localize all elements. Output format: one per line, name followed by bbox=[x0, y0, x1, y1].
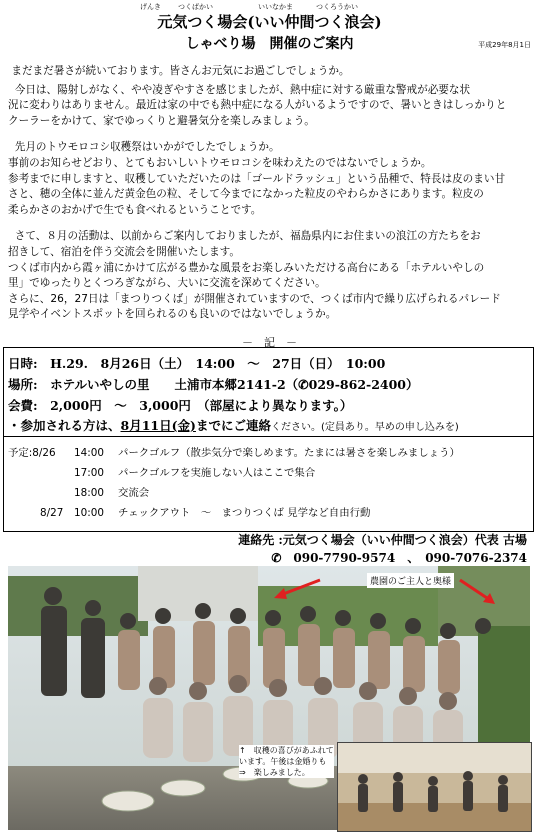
photo-caption-harvest: ↑ 収穫の喜びがあふれています。午後は金婚りも ⇒ 楽しみました。 bbox=[239, 746, 335, 777]
paragraph-august: さて、８月の活動は、以前からご案内しておりましたが、福島県内にお住まいの浪江の方たちをお 招きして、宿泊を伴う交流会を開催いたします。 つくば市内から霞ヶ浦にかけて広がる豊かな風景をお楽しみいただける高台にある「ホテルいやしの 里」でゆったりとくつろぎながら、大いに交流を深めてください。 さらに、26，27日は「まつりつくば」が開催されていますので、つくば市内で繰り広げられるパレード 見学やイベントスポットを回られるのも良いのではないでしょうか。 bbox=[8, 230, 501, 321]
schedule-row: 17:00 パークゴルフを実施しない人はここで集合 bbox=[74, 467, 316, 479]
ruby-tsukuroukai: つくろうかい bbox=[316, 3, 358, 11]
letter-body bbox=[8, 64, 533, 326]
paragraph-corn: 先月のトウモロコシ収穫祭はいかがでしたでしょうか。 事前のお知らせどおり、とてもおいしいトウモロコシを味わえたのではないでしょうか。 参考までに申しますと、収穫していただいたのは「ゴールドラッシュ」という品種で、特長は皮のまい甘 さと、穂の全体に並んだ黄金色の粒、そして今までになかった粒皮のやわらかさにあります。粒皮の 柔らかさのおかげで生でも食べれるということです。 bbox=[8, 141, 506, 216]
contact-line: 連絡先 :元気つく場会（いい仲間つく浪会）代表 古場 bbox=[238, 533, 527, 547]
deadline-date: 8月11日(金) bbox=[120, 418, 196, 433]
divider bbox=[4, 436, 533, 437]
paragraph-heat: 今日は、陽射しがなく、やや凌ぎやすさを感じましたが、熱中症に対する厳重な警戒が必要な状 況に変わりはありません。最近は家の中でも熱中症になる人がいるようですので、暑いときはしっかりと クーラーをかけて、家でゆっくりと避暑気分を楽しみましょう。 bbox=[8, 83, 507, 127]
event-fee: 会費: 2,000円 ～ 3,000円 （部屋により異なります。） bbox=[8, 398, 353, 413]
paragraph-greeting: まだまだ暑さが続いております。皆さんお元気にお過ごしでしょうか。 bbox=[11, 65, 350, 77]
page-title: 元気つく場会(いい仲間つく浪会) bbox=[157, 13, 382, 31]
schedule-row: 18:00 交流会 bbox=[74, 487, 150, 499]
schedule-row: 8/27 10:00 チェックアウト ～ まつりつくば 見学など自由行動 bbox=[40, 507, 371, 519]
issue-date: 平成29年8月1日 bbox=[478, 41, 531, 49]
event-place: 場所: ホテルいやしの里 土浦市本郷2141-2（✆029-862-2400） bbox=[8, 377, 419, 392]
photo-caption-owners: 農園のご主人と奥様 bbox=[367, 573, 454, 588]
page-subtitle: しゃべり場 開催のご案内 bbox=[185, 36, 354, 52]
contact-phones: ✆ 090-7790-9574 、 090-7076-2374 bbox=[271, 551, 527, 565]
letter-header bbox=[0, 0, 539, 52]
event-datetime: 日時: H.29. 8月26日（土） 14:00 ～ 27日（日） 10:00 bbox=[8, 356, 386, 371]
ruby-iinakama: いいなかま bbox=[258, 3, 293, 11]
event-details-box bbox=[3, 347, 534, 532]
ruby-tsukubakai: つくばかい bbox=[178, 3, 213, 11]
ki-heading: － 記 － bbox=[242, 336, 297, 349]
dance-photo bbox=[337, 742, 532, 832]
schedule-row: 予定:8/26 14:00 パークゴルフ（散歩気分で楽しめます。たまには暑さを楽しみましょう） bbox=[8, 447, 460, 459]
ruby-genki: げんき bbox=[140, 3, 161, 11]
signup-deadline: ・参加される方は、8月11日(金)までにご連絡ください。(定員あり。早めの申し込みを) bbox=[8, 418, 459, 433]
